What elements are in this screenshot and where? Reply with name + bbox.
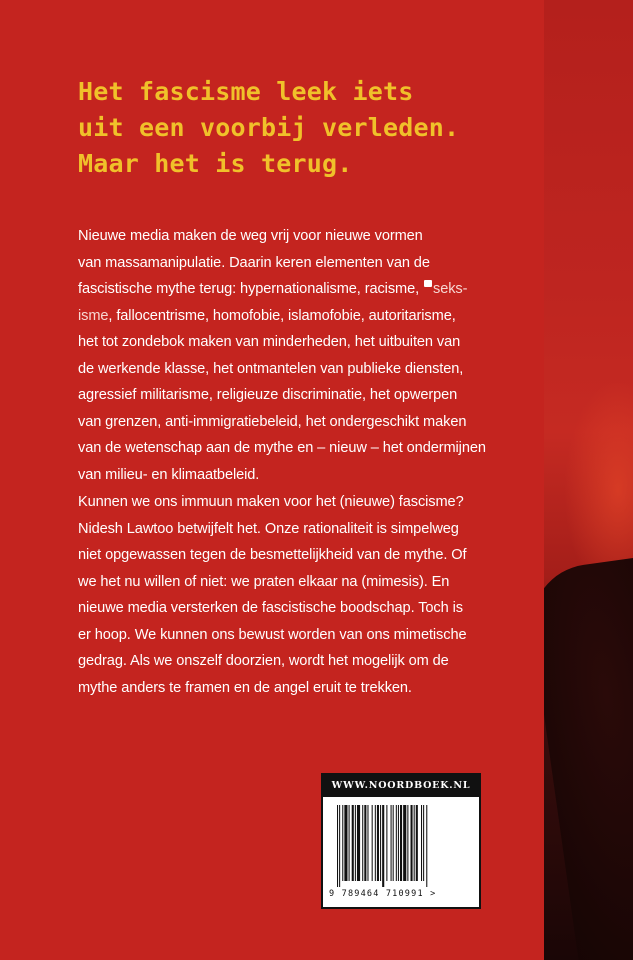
isbn-digits: 9 789464 710991 > bbox=[329, 889, 437, 899]
text-line: Nidesh Lawtoo betwijfelt het. Onze rationaliteit is simpelweg bbox=[78, 520, 459, 537]
text-line: nieuwe media versterken de fascistische boodschap. Toch is bbox=[78, 600, 463, 616]
barcode-bar bbox=[423, 805, 424, 881]
barcode-bar bbox=[407, 805, 408, 881]
highlighted-word: seks- bbox=[433, 281, 468, 297]
comment-marker-icon bbox=[424, 280, 432, 287]
text-fragment: , fallocentrisme, homofobie, islamofobie, autoritarisme, bbox=[108, 307, 456, 324]
text-line: niet opgewassen tegen de besmettelijkheid van de mythe. Of bbox=[78, 547, 467, 563]
text-line: van grenzen, anti-immigratiebeleid, het ondergeschikt maken bbox=[78, 413, 467, 430]
text-line: gedrag. Als we onszelf doorzien, wordt het mogelijk om de bbox=[78, 653, 449, 669]
barcode-bar bbox=[364, 805, 366, 881]
barcode-bar bbox=[421, 805, 422, 881]
artwork-dark-figure bbox=[544, 551, 633, 960]
text-line: van milieu- en klimaatbeleid. bbox=[78, 466, 260, 483]
barcode-bar bbox=[349, 805, 350, 881]
cover-artwork-strip bbox=[544, 0, 633, 960]
barcode-bar bbox=[339, 805, 340, 887]
text-line: van massamanipulatie. Daarin keren elementen van de bbox=[78, 254, 430, 271]
text-line: Kunnen we ons immuun maken voor het (nieuwe) fascisme? bbox=[78, 494, 464, 510]
barcode-bar bbox=[337, 805, 338, 887]
blurb-paragraph-1 bbox=[78, 223, 488, 488]
barcode-bar bbox=[377, 805, 379, 881]
barcode-bar bbox=[398, 805, 399, 881]
barcode-bar bbox=[400, 805, 402, 881]
barcode-bar bbox=[352, 805, 354, 881]
barcode-bar bbox=[375, 805, 376, 881]
blurb-paragraph-2 bbox=[78, 489, 488, 701]
headline-line: Maar het is terug. bbox=[78, 149, 353, 178]
barcode-bar bbox=[393, 805, 394, 881]
headline-line: uit een voorbij verleden. bbox=[78, 113, 460, 142]
barcode-bar bbox=[357, 805, 360, 881]
text-line: de werkende klasse, het ontmantelen van publieke diensten, bbox=[78, 360, 464, 377]
highlighted-word: isme bbox=[78, 307, 109, 324]
isbn-barcode bbox=[321, 773, 481, 909]
text-line: Nieuwe media maken de weg vrij voor nieuwe vormen bbox=[78, 228, 423, 244]
barcode-bar bbox=[367, 805, 368, 881]
barcode-bar bbox=[342, 805, 343, 881]
text-line: van de wetenschap aan de mythe en – nieuw – het ondermijnen bbox=[78, 440, 486, 456]
barcode-bar bbox=[403, 805, 406, 881]
text-line: agressief militarisme, religieuze discriminatie, het opwerpen bbox=[78, 387, 458, 403]
text-fragment: fascistische mythe terug: hypernationalisme, racisme, bbox=[78, 281, 423, 297]
text-line: we het nu willen of niet: we praten elkaar na (mimesis). En bbox=[78, 573, 450, 590]
text-line: mythe anders te framen en de angel eruit te trekken. bbox=[78, 679, 412, 696]
barcode-bar bbox=[380, 805, 381, 881]
text-line: er hoop. We kunnen ons bewust worden van ons mimetische bbox=[78, 626, 467, 643]
barcode-bar bbox=[411, 805, 413, 881]
text-line: het tot zondebok maken van minderheden, het uitbuiten van bbox=[78, 334, 461, 350]
headline bbox=[78, 74, 518, 182]
barcode-bar bbox=[391, 805, 392, 881]
barcode-bar bbox=[362, 805, 363, 881]
barcode-bar bbox=[382, 805, 384, 887]
publisher-url: WWW.NOORDBOEK.NL bbox=[323, 775, 479, 797]
headline-line: Het fascisme leek iets bbox=[78, 77, 414, 106]
barcode-bar bbox=[344, 805, 347, 881]
barcode-bar bbox=[396, 805, 397, 881]
barcode-bars bbox=[337, 805, 465, 887]
barcode-bar bbox=[372, 805, 373, 881]
barcode-bar bbox=[386, 805, 387, 881]
barcode-bar bbox=[355, 805, 356, 881]
barcode-bar bbox=[414, 805, 415, 881]
barcode-bar bbox=[426, 805, 427, 887]
barcode-bar bbox=[416, 805, 418, 881]
text-line bbox=[78, 276, 488, 303]
text-line bbox=[78, 303, 488, 330]
